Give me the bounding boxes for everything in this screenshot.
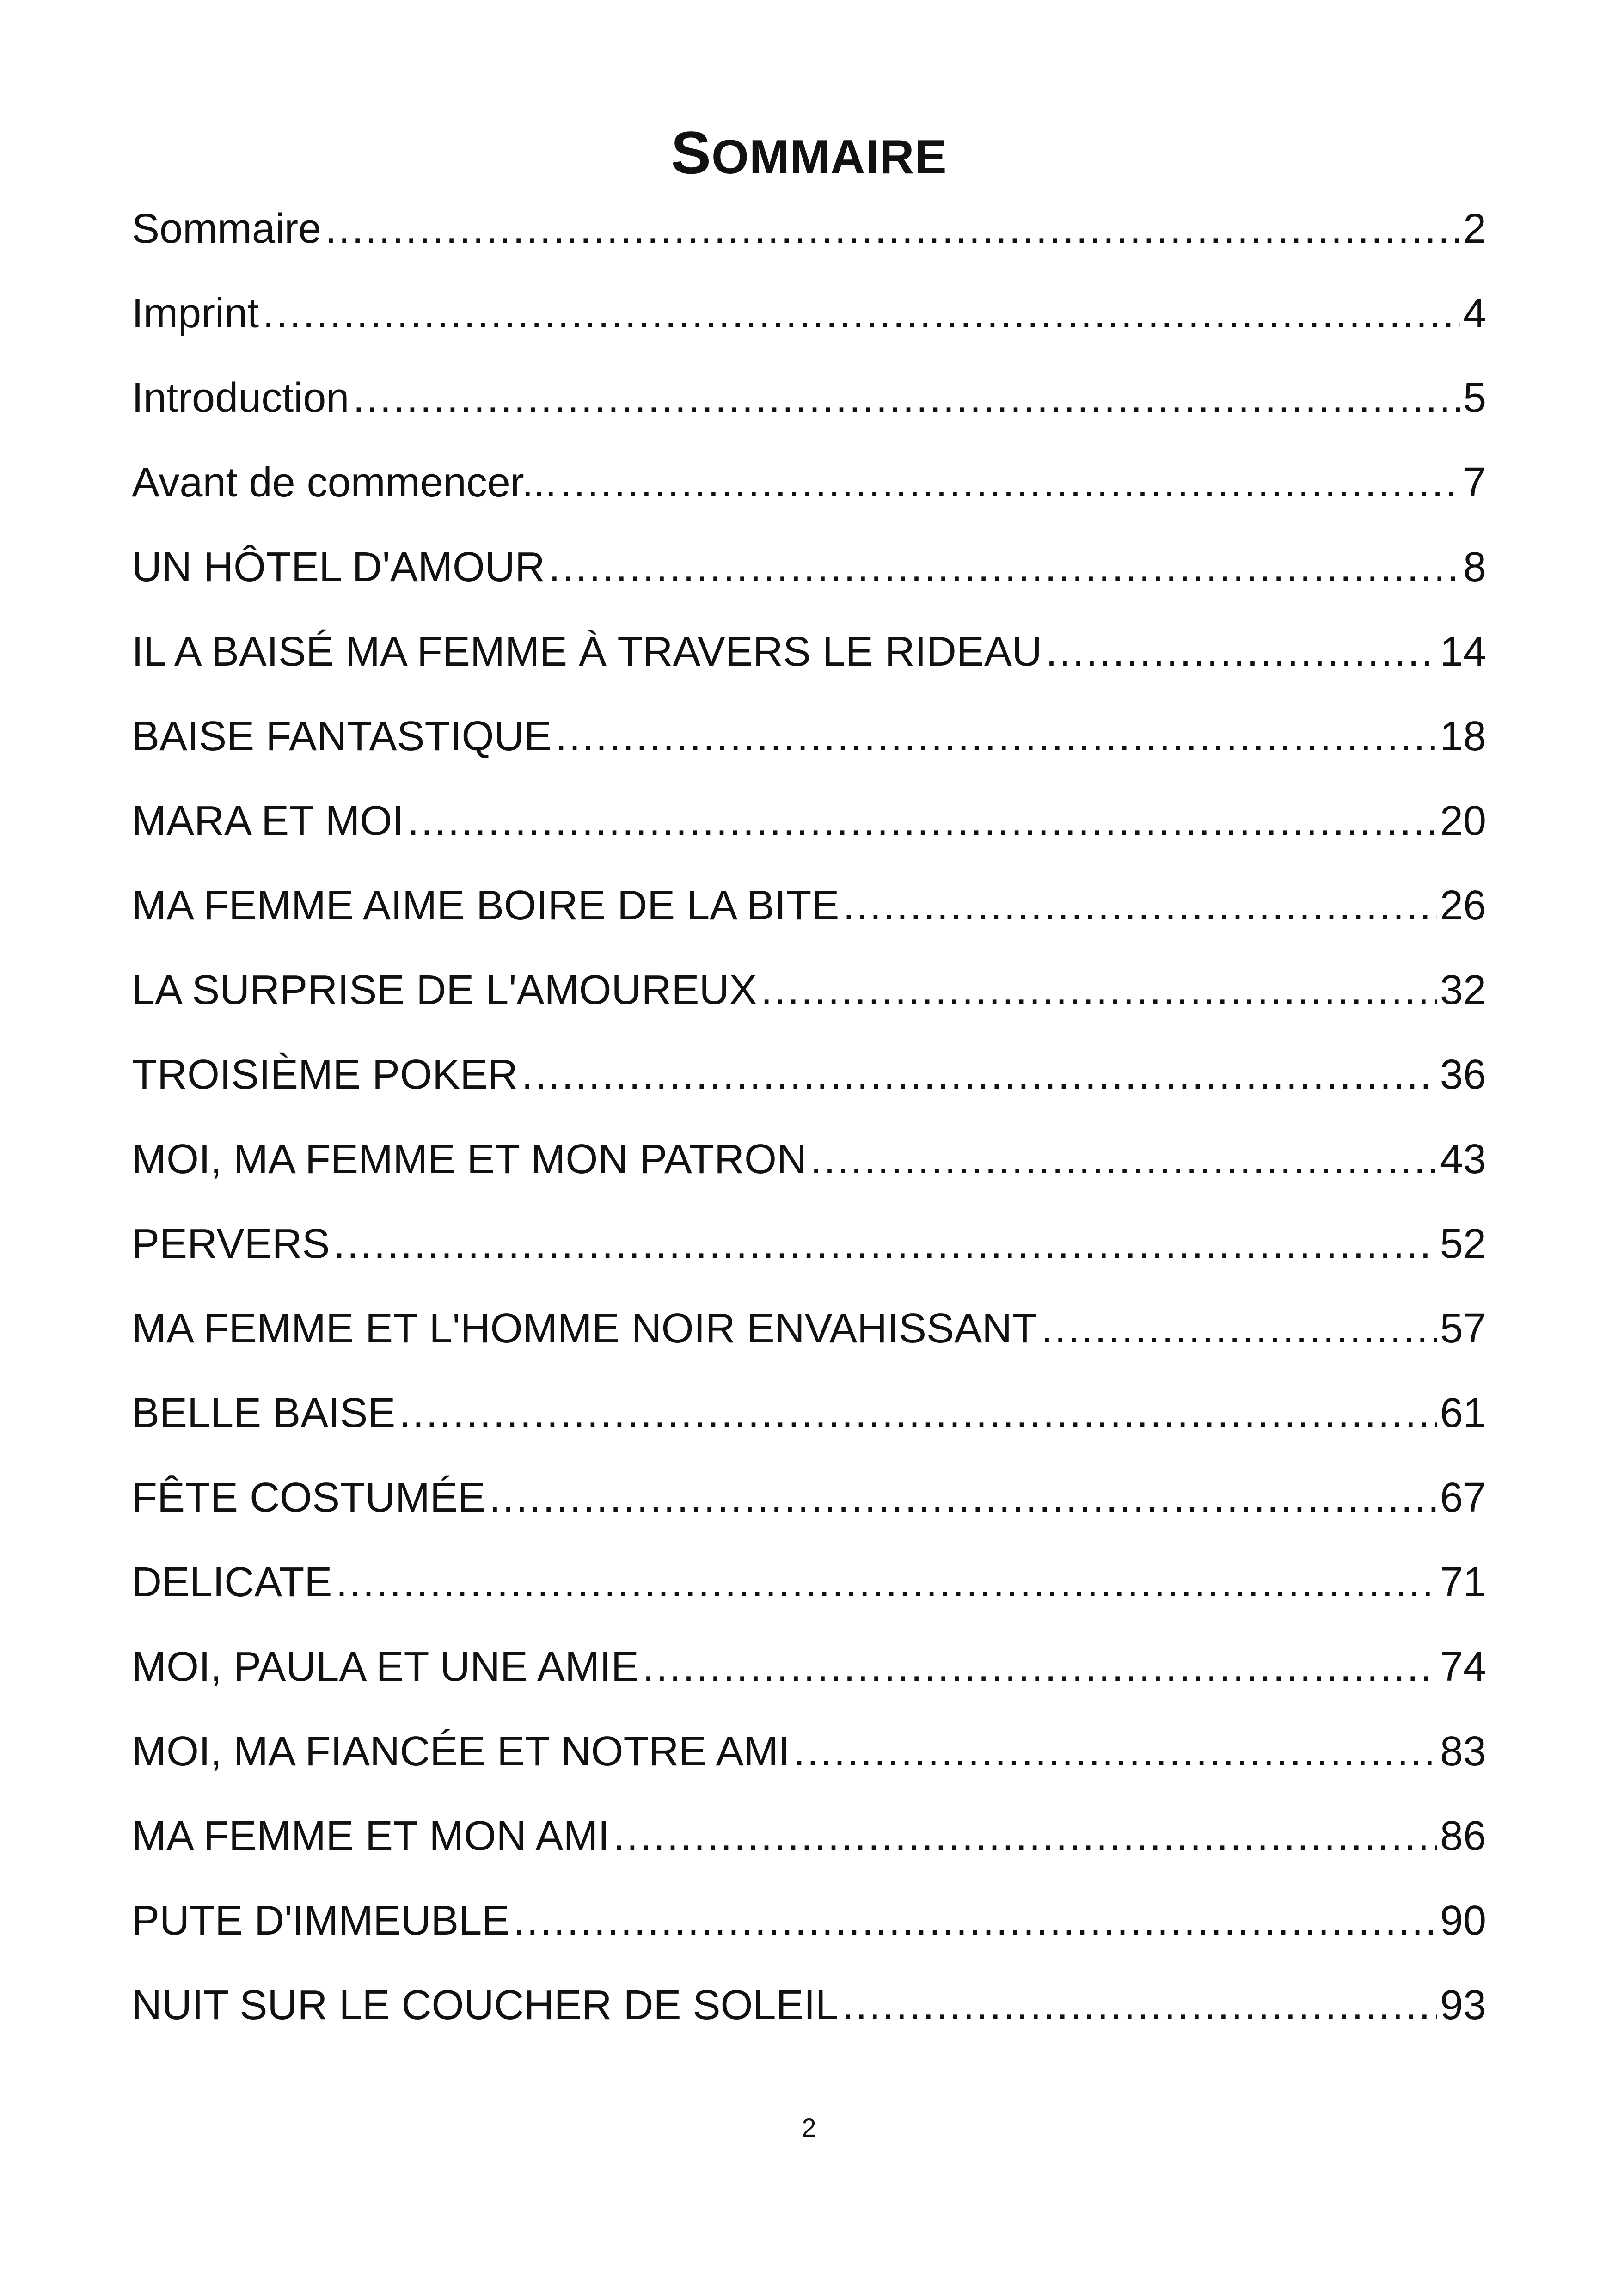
toc-entry-page: 83 [1440,1728,1486,1775]
toc-entry-title: TROISIÈME POKER [132,1052,518,1098]
toc-entry-title: MOI, MA FIANCÉE ET NOTRE AMI [132,1728,790,1775]
toc-dot-leader [325,203,1460,254]
toc-entry-title: MA FEMME AIME BOIRE DE LA BITE [132,882,840,929]
toc-entry[interactable] [132,626,1486,711]
toc-entry[interactable] [132,1388,1486,1472]
toc-dot-leader [613,1811,1437,1861]
toc-entry-page: 86 [1440,1813,1486,1859]
toc-entry-page: 57 [1440,1305,1486,1352]
toc-entry-page: 32 [1440,967,1486,1013]
toc-entry-title: LA SURPRISE DE L'AMOUREUX [132,967,757,1013]
toc-dot-leader [334,1218,1437,1269]
toc-entry-title: BAISE FANTASTIQUE [132,713,552,759]
toc-dot-leader [794,1726,1437,1777]
toc-entry[interactable] [132,1557,1486,1641]
toc-entry-title: Imprint [132,290,259,337]
toc-entry[interactable] [132,542,1486,626]
toc-entry-page: 26 [1440,882,1486,929]
page-title [0,118,1618,187]
toc-entry-title: FÊTE COSTUMÉE [132,1475,486,1521]
toc-entry-title: DELICATE [132,1559,332,1605]
toc-entry-page: 8 [1463,544,1486,590]
toc-dot-leader [407,796,1437,846]
toc-entry-title: MA FEMME ET L'HOMME NOIR ENVAHISSANT [132,1305,1038,1352]
toc-entry-title: MARA ET MOI [132,798,404,844]
toc-dot-leader [842,1980,1437,2031]
toc-dot-leader [1041,1303,1437,1354]
toc-entry-page: 93 [1440,1982,1486,2028]
toc-entry[interactable] [132,1303,1486,1388]
toc-dot-leader [521,1049,1437,1100]
toc-entry-title: PERVERS [132,1221,330,1267]
toc-entry-page: 5 [1463,375,1486,421]
toc-dot-leader [513,1895,1437,1946]
toc-dot-leader [843,880,1437,931]
toc-entry-page: 74 [1440,1644,1486,1690]
toc-entry-page: 20 [1440,798,1486,844]
toc-dot-leader [761,965,1437,1016]
toc-entry-page: 2 [1463,206,1486,252]
toc-entry[interactable] [132,457,1486,542]
page-title-initial: S [671,118,712,186]
toc-entry-page: 4 [1463,290,1486,337]
toc-entry-title: Avant de commencer... [132,459,557,506]
toc-entry[interactable] [132,1134,1486,1218]
toc-entry-page: 14 [1440,629,1486,675]
toc-dot-leader [336,1557,1437,1608]
toc-entry[interactable] [132,1641,1486,1726]
toc-dot-leader [810,1134,1437,1185]
toc-dot-leader [263,288,1460,339]
toc-entry[interactable] [132,965,1486,1049]
toc-entry[interactable] [132,880,1486,965]
toc-entry-title: MOI, PAULA ET UNE AMIE [132,1644,639,1690]
toc-entry-title: UN HÔTEL D'AMOUR [132,544,545,590]
toc-entry-page: 71 [1440,1559,1486,1605]
page-number: 2 [802,2113,816,2142]
toc-entry-page: 52 [1440,1221,1486,1267]
toc-entry[interactable] [132,1895,1486,1980]
toc-entry-title: MOI, MA FEMME ET MON PATRON [132,1136,807,1182]
toc-entry[interactable] [132,1049,1486,1134]
toc-entry[interactable] [132,796,1486,880]
toc-entry[interactable] [132,1980,1486,2064]
toc-entry-page: 36 [1440,1052,1486,1098]
toc-entry-page: 7 [1463,459,1486,506]
toc-entry[interactable] [132,288,1486,373]
toc-entry-title: BELLE BAISE [132,1390,396,1436]
toc-entry-page: 61 [1440,1390,1486,1436]
toc-entry[interactable] [132,373,1486,457]
toc-dot-leader [643,1641,1437,1692]
toc-entry[interactable] [132,711,1486,796]
toc-entry[interactable] [132,203,1486,288]
toc-entry[interactable] [132,1811,1486,1895]
toc-entry-title: Introduction [132,375,349,421]
toc-dot-leader [489,1472,1437,1523]
toc-entry-page: 18 [1440,713,1486,759]
toc-dot-leader [1046,626,1437,677]
table-of-contents [132,203,1486,2064]
toc-dot-leader [560,457,1460,508]
toc-entry-title: MA FEMME ET MON AMI [132,1813,610,1859]
toc-dot-leader [556,711,1437,762]
toc-entry-title: NUIT SUR LE COUCHER DE SOLEIL [132,1982,839,2028]
page-title-rest: OMMAIRE [711,130,947,184]
toc-entry-title: Sommaire [132,206,322,252]
toc-entry-page: 67 [1440,1475,1486,1521]
toc-dot-leader [549,542,1460,593]
toc-entry-title: IL A BAISÉ MA FEMME À TRAVERS LE RIDEAU [132,629,1042,675]
toc-entry[interactable] [132,1726,1486,1811]
toc-entry-page: 43 [1440,1136,1486,1182]
toc-entry[interactable] [132,1218,1486,1303]
toc-entry[interactable] [132,1472,1486,1557]
toc-entry-title: PUTE D'IMMEUBLE [132,1898,510,1944]
toc-entry-page: 90 [1440,1898,1486,1944]
toc-dot-leader [353,373,1460,423]
toc-dot-leader [399,1388,1437,1439]
